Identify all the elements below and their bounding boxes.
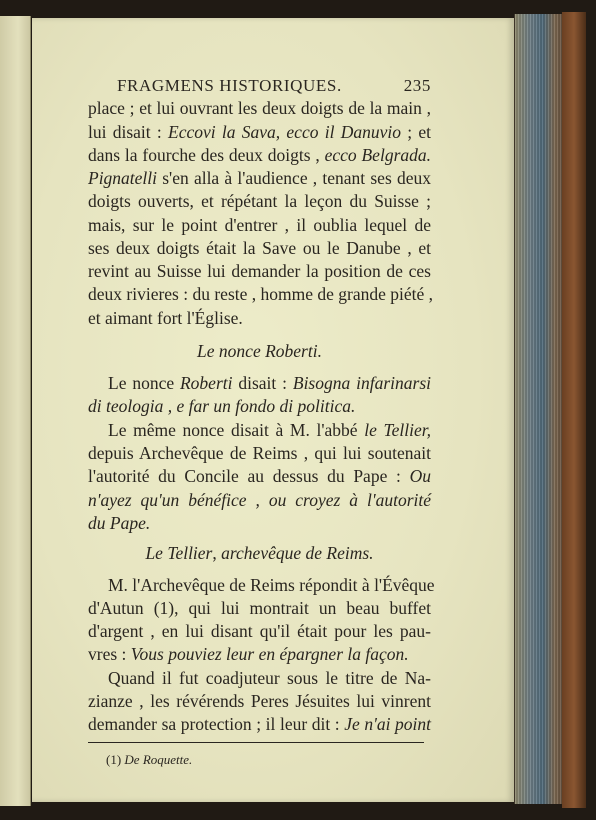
footnote [106,752,192,768]
text-line: n'ayez qu'un bénéfice , ou croyez à l'autorité [88,490,431,510]
left-page-edge [0,16,31,806]
footnote-rule [88,742,424,743]
section-heading: Le nonce Roberti. [197,341,322,361]
text-line: doigts ouverts, et répétant la leçon du Suisse ; [88,191,431,211]
text-line: dans la fourche des deux doigts , ecco Belgrada. [88,145,431,165]
text-line: Le même nonce disait à M. l'abbé le Tellier, [108,420,432,440]
text-line: ses deux doigts était la Save ou le Danube , et [88,238,431,258]
running-header [117,74,431,97]
text-line: Pignatelli s'en alla à l'audience , tenant ses deux [88,168,431,188]
text-line: mais, sur le point d'entrer , il oublia lequel de [88,215,431,235]
book-cover [562,12,586,808]
text-line: lui disait : Eccovi la Sava, ecco il Danuvio ; et [88,122,431,142]
text-line: deux rivieres : du reste , homme de grande piété , [88,284,434,304]
text-line: du Pape. [88,513,151,533]
text-line: place ; et lui ouvrant les deux doigts de la main , [88,98,431,118]
text-line: Quand il fut coadjuteur sous le titre de Na- [108,668,431,688]
text-line: d'Autun (1), qui lui montrait un beau buffet [88,598,431,618]
running-title: FRAGMENS HISTORIQUES. [117,76,342,95]
text-line: zianze , les révérends Peres Jésuites lui vinrent [88,691,431,711]
text-line: l'autorité du Concile au dessus du Pape : Ou [88,466,431,486]
text-line: Le nonce Roberti disait : Bisogna infarinarsi [108,373,431,393]
page-edges [514,14,565,804]
footnote-text: De Roquette. [124,752,193,767]
section-heading: Le Tellier, archevêque de Reims. [145,543,374,563]
text-line: depuis Archevêque de Reims , qui lui soutenait [88,443,431,463]
text-line: demander sa protection ; il leur dit : Je n'ai point [88,714,431,734]
text-line: d'argent , en lui disant qu'il était pour les pau- [88,621,431,641]
text-line: di teologia , e far un fondo di politica. [88,396,356,416]
text-line: et aimant fort l'Église. [88,308,243,328]
text-line: revint au Suisse lui demander la position de ces [88,261,431,281]
text-line: vres : Vous pouviez leur en épargner la façon. [88,644,409,664]
footnote-marker: (1) [106,752,122,767]
page-number: 235 [403,76,431,95]
text-line: M. l'Archevêque de Reims répondit à l'Évêque [108,575,435,595]
